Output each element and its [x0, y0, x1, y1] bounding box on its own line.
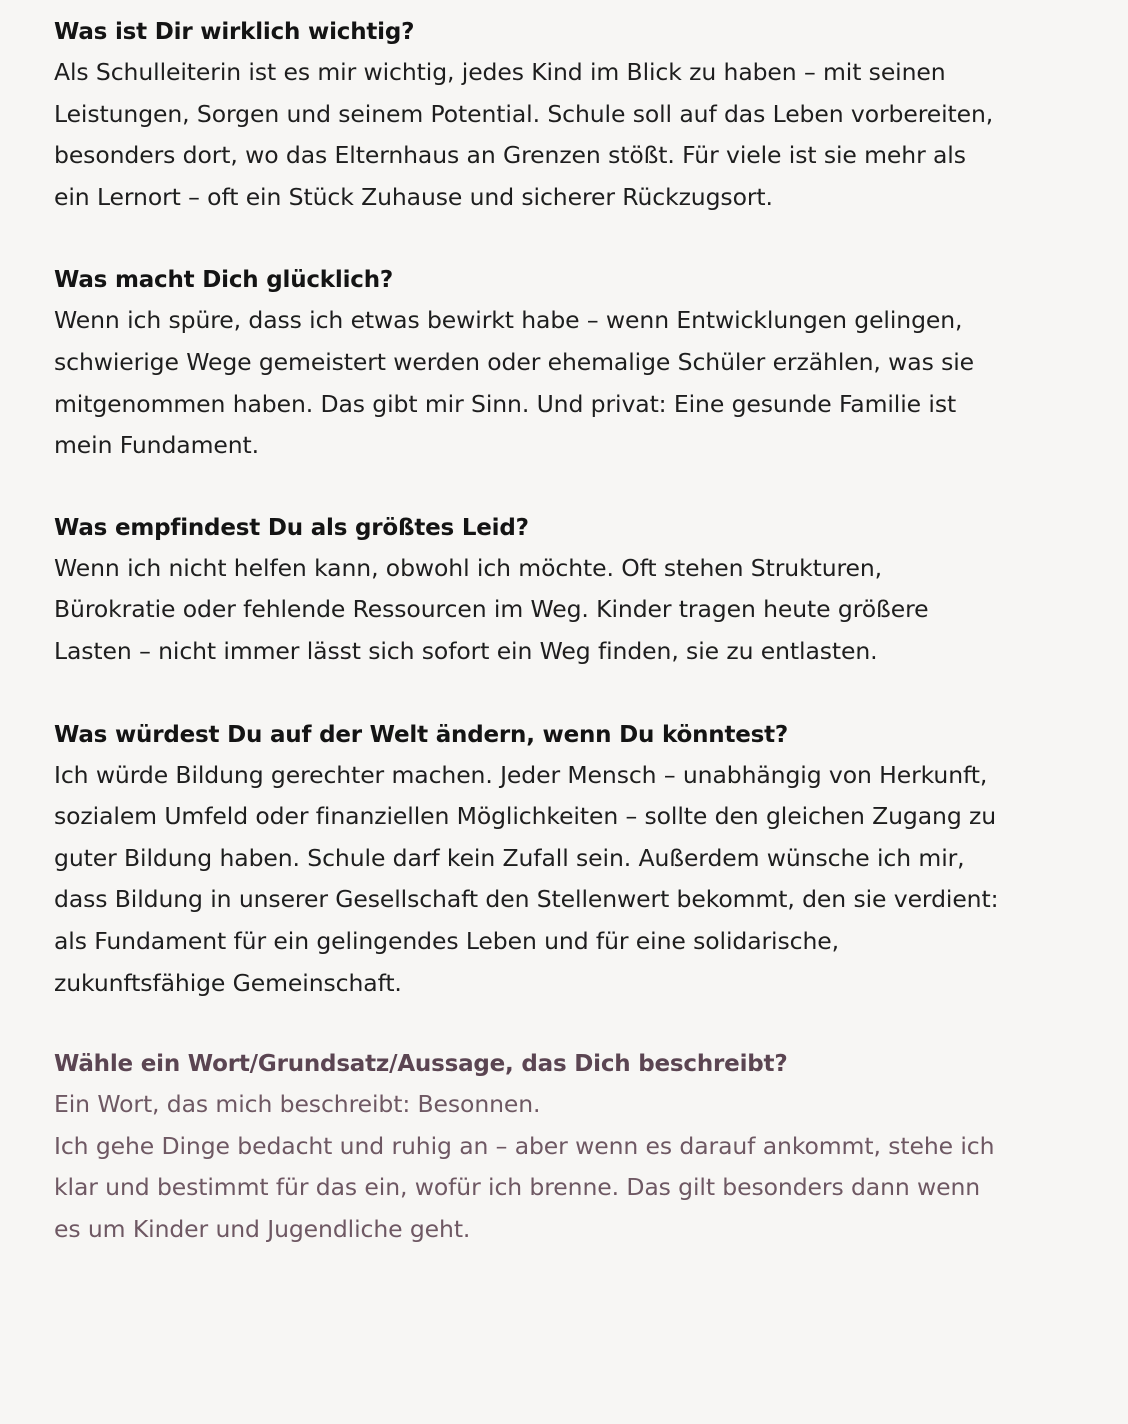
- answer-paragraph: Wenn ich nicht helfen kann, obwohl ich möchte. Oft stehen Strukturen, Bürokratie oder fehlende Ressourcen im Weg. Kinder tragen heute größere Lasten – nicht immer lässt sich sofort ein Weg finden, sie zu entlasten.: [54, 553, 929, 665]
- question-heading: Was würdest Du auf der Welt ändern, wenn Du könntest?: [54, 721, 789, 748]
- qa-section-suffering: [54, 510, 1008, 673]
- answer-paragraph: Als Schulleiterin ist es mir wichtig, jedes Kind im Blick zu haben – mit seinen Leistungen, Sorgen und seinem Potential. Schule soll auf das Leben vorbereiten, besonders dort, wo das Elternhaus an Grenzen stößt. Für viele ist sie mehr als ein Lernort – oft ein Stück Zuhause und sicherer Rückzugsort.: [54, 58, 994, 211]
- qa-section-change-world: [54, 717, 1008, 1005]
- question-heading: Was empfindest Du als größtes Leid?: [54, 514, 529, 541]
- qa-section-important: [54, 14, 1008, 218]
- answer-paragraph: Ich gehe Dinge bedacht und ruhig an – aber wenn es darauf ankommt, stehe ich klar und bestimmt für das ein, wofür ich brenne. Das gilt besonders dann wenn es um Kinder und Jugendliche geht.: [54, 1131, 995, 1243]
- qa-section-happy: [54, 262, 1008, 466]
- qa-section-one-word: [54, 1046, 1008, 1250]
- question-heading: Wähle ein Wort/Grundsatz/Aussage, das Dich beschreibt?: [54, 1051, 788, 1078]
- answer-line-word: Ein Wort, das mich beschreibt: Besonnen.: [54, 1090, 541, 1119]
- question-heading: Was ist Dir wirklich wichtig?: [54, 19, 415, 45]
- answer-paragraph: Wenn ich spüre, dass ich etwas bewirkt habe – wenn Entwicklungen gelingen, schwierige Wege gemeistert werden oder ehemalige Schüler erzählen, was sie mitgenommen haben. Das gibt mir Sinn. Und privat: Eine gesunde Familie ist mein Fundament.: [54, 306, 975, 460]
- answer-paragraph: Ich würde Bildung gerechter machen. Jeder Mensch – unabhängig von Herkunft, sozialem Umfeld oder finanziellen Möglichkeiten – sollte den gleichen Zugang zu guter Bildung haben. Schule darf kein Zufall sein. Außerdem wünsche ich mir, dass Bildung in unserer Gesellschaft den Stellenwert bekommt, den sie verdient: als Fundament für ein gelingendes Leben und für eine solidarische, zukunftsfähige Gemeinschaft.: [54, 760, 999, 997]
- question-heading: Was macht Dich glücklich?: [54, 267, 394, 294]
